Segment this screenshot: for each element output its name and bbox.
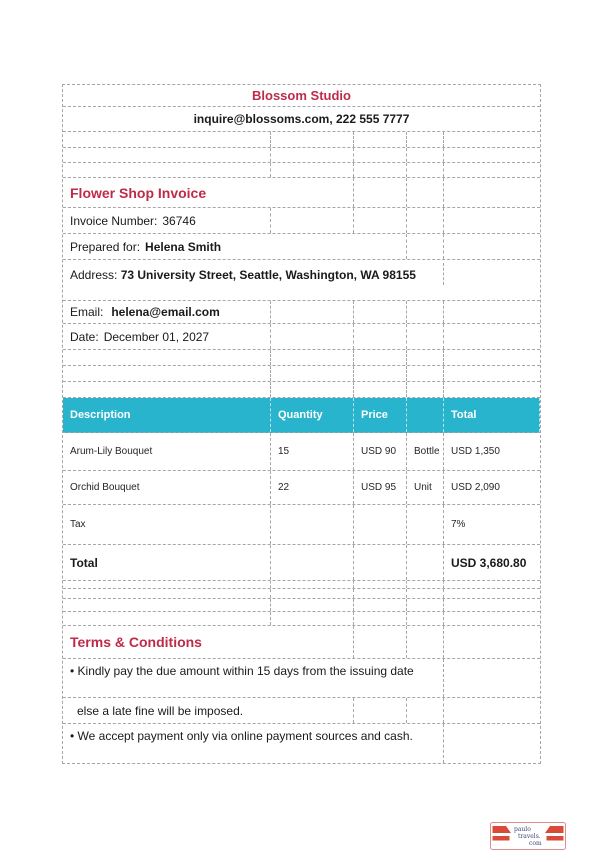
terms-title-row (63, 626, 540, 659)
item-unit: Bottle (414, 446, 440, 457)
col-header-total: Total (451, 409, 477, 421)
item-description: Arum-Lily Bouquet (70, 446, 153, 457)
col-header-price: Price (361, 409, 388, 421)
empty-cell (444, 382, 540, 397)
logo-word-2: travels. (518, 833, 541, 840)
empty-row (63, 581, 540, 589)
empty-cell (271, 505, 354, 544)
empty-cell (354, 163, 407, 177)
empty-cell (407, 698, 444, 723)
empty-cell (407, 599, 444, 611)
item-unit: Unit (414, 482, 432, 493)
empty-cell (63, 581, 271, 588)
empty-cell (354, 132, 407, 147)
empty-cell (354, 324, 407, 349)
empty-cell (271, 581, 354, 588)
empty-cell (407, 301, 444, 323)
empty-cell (407, 132, 444, 147)
address-value: 73 University Street, Seattle, Washington, WA 98155 (120, 268, 416, 282)
empty-cell (444, 599, 540, 611)
empty-cell (407, 324, 444, 349)
empty-cell (407, 208, 444, 233)
date-label: Date: (70, 329, 99, 344)
date-value: December 01, 2027 (103, 329, 210, 344)
tax-label: Tax (70, 519, 86, 530)
empty-cell (444, 324, 540, 349)
empty-cell (407, 234, 444, 259)
terms-line-row (63, 698, 540, 724)
empty-cell (271, 589, 354, 598)
contact-row (63, 107, 540, 132)
empty-cell (407, 589, 444, 598)
empty-cell (63, 350, 271, 365)
empty-cell (354, 581, 407, 588)
terms-line-row (63, 724, 540, 763)
empty-cell (444, 163, 540, 177)
empty-cell (407, 366, 444, 381)
empty-cell (444, 698, 540, 723)
empty-cell (354, 545, 407, 580)
empty-cell (407, 178, 444, 207)
empty-cell (354, 350, 407, 365)
item-quantity: 15 (278, 446, 290, 457)
empty-cell (354, 208, 407, 233)
empty-row (63, 350, 540, 366)
empty-row (63, 382, 540, 398)
empty-cell (271, 612, 354, 625)
empty-row (63, 132, 540, 148)
invoice-number-label: Invoice Number: (70, 213, 158, 228)
empty-cell (63, 148, 271, 162)
item-quantity: 22 (278, 482, 290, 493)
contact-line: inquire@blossoms.com, 222 555 7777 (193, 112, 410, 126)
empty-cell (63, 163, 271, 177)
empty-cell (354, 382, 407, 397)
item-price: USD 90 (361, 446, 397, 457)
empty-cell (354, 599, 407, 611)
empty-cell (271, 366, 354, 381)
prepared-for-value: Helena Smith (145, 239, 222, 254)
empty-cell (354, 301, 407, 323)
item-row (63, 433, 540, 471)
empty-cell (271, 163, 354, 177)
empty-cell (407, 505, 444, 544)
studio-name-row (63, 85, 540, 107)
invoice-title-row (63, 178, 540, 208)
empty-cell (354, 612, 407, 625)
empty-cell (63, 612, 271, 625)
col-header-quantity: Quantity (278, 409, 323, 421)
empty-cell (271, 545, 354, 580)
empty-cell (444, 626, 540, 658)
empty-cell (63, 366, 271, 381)
empty-cell (354, 626, 407, 658)
date-row (63, 324, 540, 350)
terms-line-2: else a late fine will be imposed. (77, 703, 244, 718)
empty-row (63, 148, 540, 163)
invoice-number-row (63, 208, 540, 234)
empty-cell (407, 382, 444, 397)
empty-cell (354, 589, 407, 598)
empty-cell (271, 324, 354, 349)
empty-cell (444, 148, 540, 162)
email-row (63, 301, 540, 324)
empty-cell (407, 581, 444, 588)
empty-cell (271, 132, 354, 147)
empty-cell (444, 132, 540, 147)
empty-cell (63, 132, 271, 147)
empty-row (63, 612, 540, 626)
total-row (63, 545, 540, 581)
empty-cell (407, 350, 444, 365)
item-total: USD 1,350 (451, 446, 500, 457)
paulo-travels-logo (490, 822, 566, 850)
terms-title: Terms & Conditions (70, 634, 202, 650)
items-header-row (63, 398, 540, 433)
empty-cell (271, 350, 354, 365)
empty-cell (354, 148, 407, 162)
empty-cell (444, 659, 540, 697)
invoice-document-table (62, 84, 541, 764)
empty-cell (271, 208, 354, 233)
empty-cell (354, 178, 407, 207)
empty-cell (63, 382, 271, 397)
empty-cell (407, 626, 444, 658)
empty-row (63, 163, 540, 178)
empty-cell (271, 148, 354, 162)
empty-cell (354, 698, 407, 723)
invoice-title: Flower Shop Invoice (70, 184, 207, 201)
empty-cell (407, 545, 444, 580)
item-total: USD 2,090 (451, 482, 500, 493)
total-label: Total (70, 555, 98, 570)
empty-cell (444, 350, 540, 365)
empty-cell (444, 178, 540, 207)
empty-cell (444, 612, 540, 625)
terms-line-3: • We accept payment only via online payment sources and cash. (70, 729, 413, 743)
logo-word-1: paulo (514, 826, 531, 833)
empty-cell (444, 208, 540, 233)
email-value: helena@email.com (111, 305, 220, 319)
terms-line-row (63, 659, 540, 698)
empty-cell (444, 234, 540, 259)
empty-cell (63, 599, 271, 611)
email-label: Email: (70, 305, 104, 319)
prepared-for-label: Prepared for: (70, 239, 141, 254)
empty-row (63, 589, 540, 599)
empty-cell (354, 505, 407, 544)
logo-right-bar-icon (547, 836, 564, 841)
tax-row (63, 505, 540, 545)
logo-word-3: com (529, 840, 542, 847)
logo-left-bar-icon (493, 836, 510, 841)
item-description: Orchid Bouquet (70, 482, 140, 493)
address-label: Address: (70, 268, 118, 282)
studio-name: Blossom Studio (252, 88, 351, 103)
empty-cell (407, 612, 444, 625)
empty-cell (354, 366, 407, 381)
empty-row (63, 366, 540, 382)
empty-cell (407, 148, 444, 162)
invoice-number-value: 36746 (162, 213, 196, 228)
total-value: USD 3,680.80 (451, 555, 527, 570)
empty-cell (407, 163, 444, 177)
tax-value: 7% (451, 519, 466, 530)
empty-cell (444, 366, 540, 381)
empty-cell (271, 599, 354, 611)
col-header-description: Description (70, 409, 131, 421)
empty-cell (444, 724, 540, 763)
item-price: USD 95 (361, 482, 397, 493)
prepared-for-row (63, 234, 540, 260)
empty-row (63, 599, 540, 612)
empty-cell (444, 301, 540, 323)
item-row (63, 471, 540, 505)
address-row (63, 260, 540, 301)
terms-line-1: • Kindly pay the due amount within 15 days from the issuing date (70, 664, 414, 678)
empty-cell (444, 581, 540, 588)
empty-cell (271, 301, 354, 323)
empty-cell (271, 382, 354, 397)
empty-cell (63, 589, 271, 598)
empty-cell (444, 589, 540, 598)
